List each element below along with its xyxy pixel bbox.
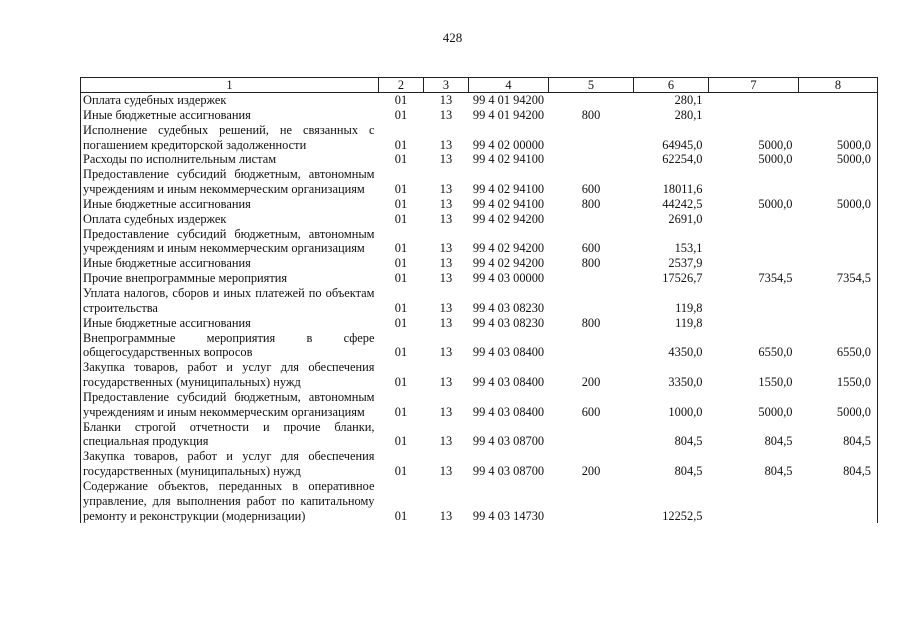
row-amount-3 <box>799 93 878 108</box>
row-amount-1: 804,5 <box>674 434 703 449</box>
row-expense-type <box>549 420 634 450</box>
row-amount-2 <box>709 108 799 123</box>
row-subsection: 13 <box>439 107 453 122</box>
row-amount-1: 18011,6 <box>662 182 703 197</box>
row-name: Иные бюджетные ассигнования <box>81 197 379 212</box>
row-amount-1: 12252,5 <box>662 508 703 523</box>
row-section: 01 <box>394 182 408 197</box>
row-section: 01 <box>394 315 408 330</box>
row-amount-2 <box>709 227 799 257</box>
row-amount-2: 5000,0 <box>758 137 793 152</box>
row-section: 01 <box>394 434 408 449</box>
row-amount-3 <box>799 167 878 197</box>
row-name: Исполнение судебных решений, не связанных с погашением кредиторской задолженности <box>81 123 379 153</box>
row-amount-1: 44242,5 <box>662 196 703 211</box>
row-expense-type <box>549 331 634 361</box>
row-section: 01 <box>394 93 408 107</box>
row-amount-3 <box>799 227 878 257</box>
row-amount-1: 153,1 <box>674 241 703 256</box>
row-expense-type <box>549 479 634 524</box>
row-amount-2 <box>709 316 799 331</box>
row-subsection: 13 <box>439 256 453 271</box>
row-amount-2 <box>709 167 799 197</box>
row-amount-3 <box>799 256 878 271</box>
row-amount-1: 3350,0 <box>668 375 703 390</box>
row-amount-1: 64945,0 <box>662 137 703 152</box>
row-amount-3 <box>799 479 878 524</box>
row-target-code: 99 4 01 94200 <box>472 107 545 122</box>
table-row <box>81 152 878 167</box>
row-section: 01 <box>394 375 408 390</box>
row-subsection: 13 <box>439 137 453 152</box>
row-expense-type <box>549 286 634 316</box>
row-section: 01 <box>394 137 408 152</box>
table-row <box>81 271 878 286</box>
row-expense-type <box>549 212 634 227</box>
row-name: Предоставление субсидий бюджетным, автономным учреждениям и иным некоммерческим организациям <box>81 167 379 197</box>
row-name: Содержание объектов, переданных в оперативное управление, для выполнения работ по капитальному ремонту и реконструкции (модернизации) <box>81 479 379 524</box>
row-amount-2: 804,5 <box>764 464 793 479</box>
row-name: Уплата налогов, сборов и иных платежей по объектам строительства <box>81 286 379 316</box>
row-target-code: 99 4 03 14730 <box>472 508 545 523</box>
row-name: Закупка товаров, работ и услуг для обеспечения государственных (муниципальных) нужд <box>81 449 379 479</box>
row-name: Внепрограммные мероприятия в сфере общегосударственных вопросов <box>81 331 379 361</box>
column-header: 2 <box>379 78 424 93</box>
row-amount-3 <box>799 286 878 316</box>
row-name: Прочие внепрограммные мероприятия <box>81 271 379 286</box>
row-amount-1: 17526,7 <box>662 271 703 286</box>
row-name: Предоставление субсидий бюджетным, автономным учреждениям и иным некоммерческим организациям <box>81 227 379 257</box>
row-amount-3: 5000,0 <box>799 197 878 212</box>
table-row <box>81 212 878 227</box>
row-amount-1: 1000,0 <box>668 404 703 419</box>
column-header: 1 <box>81 78 379 93</box>
row-target-code: 99 4 03 00000 <box>472 271 545 286</box>
row-target-code: 99 4 02 94200 <box>472 256 545 271</box>
row-amount-3 <box>799 316 878 331</box>
table-row <box>81 331 878 361</box>
table-header-row <box>81 78 878 93</box>
table-row <box>81 390 878 420</box>
row-amount-3: 5000,0 <box>799 390 878 420</box>
table-row <box>81 167 878 197</box>
row-amount-2 <box>709 93 799 108</box>
row-amount-1: 119,8 <box>675 300 703 315</box>
column-header: 5 <box>549 78 634 93</box>
row-amount-1: 2537,9 <box>668 256 703 271</box>
row-target-code: 99 4 02 94100 <box>472 196 545 211</box>
row-amount-2 <box>709 286 799 316</box>
row-subsection: 13 <box>439 241 453 256</box>
table-row <box>81 227 878 257</box>
row-amount-3: 5000,0 <box>799 123 878 153</box>
row-subsection: 13 <box>439 375 453 390</box>
row-amount-2: 6550,0 <box>758 345 793 360</box>
row-name: Оплата судебных издержек <box>81 212 379 227</box>
row-name: Бланки строгой отчетности и прочие бланки, специальная продукция <box>81 420 379 450</box>
row-expense-type: 200 <box>581 375 601 390</box>
row-amount-2: 7354,5 <box>758 271 793 286</box>
row-amount-3: 5000,0 <box>799 152 878 167</box>
row-expense-type <box>549 271 634 286</box>
row-amount-2 <box>709 212 799 227</box>
table-row <box>81 449 878 479</box>
column-header: 7 <box>709 78 799 93</box>
table-row <box>81 197 878 212</box>
table-row <box>81 360 878 390</box>
row-subsection: 13 <box>439 315 453 330</box>
row-subsection: 13 <box>439 182 453 197</box>
table-row <box>81 316 878 331</box>
row-name: Иные бюджетные ассигнования <box>81 108 379 123</box>
row-section: 01 <box>394 345 408 360</box>
column-header: 8 <box>799 78 878 93</box>
row-subsection: 13 <box>439 464 453 479</box>
row-amount-3 <box>799 108 878 123</box>
row-section: 01 <box>394 211 408 226</box>
row-expense-type <box>549 152 634 167</box>
row-target-code: 99 4 02 94100 <box>472 182 545 197</box>
row-section: 01 <box>394 271 408 286</box>
row-amount-3: 6550,0 <box>799 331 878 361</box>
row-amount-2: 804,5 <box>764 434 793 449</box>
row-amount-1: 280,1 <box>674 93 703 107</box>
row-target-code: 99 4 02 94200 <box>472 211 545 226</box>
row-target-code: 99 4 03 08400 <box>472 404 545 419</box>
row-amount-1: 119,8 <box>675 315 703 330</box>
row-target-code: 99 4 03 08230 <box>472 300 545 315</box>
row-amount-3: 1550,0 <box>799 360 878 390</box>
row-expense-type: 600 <box>581 404 601 419</box>
row-amount-2: 1550,0 <box>758 375 793 390</box>
row-amount-1: 4350,0 <box>668 345 703 360</box>
row-target-code: 99 4 02 94200 <box>472 241 545 256</box>
row-amount-3: 7354,5 <box>799 271 878 286</box>
column-header: 6 <box>634 78 709 93</box>
row-amount-1: 804,5 <box>674 464 703 479</box>
row-amount-3: 804,5 <box>799 449 878 479</box>
row-amount-2: 5000,0 <box>758 404 793 419</box>
table-row <box>81 108 878 123</box>
row-name: Расходы по исполнительным листам <box>81 152 379 167</box>
table-row <box>81 420 878 450</box>
table-row <box>81 123 878 153</box>
row-target-code: 99 4 03 08700 <box>472 464 545 479</box>
row-section: 01 <box>394 300 408 315</box>
row-amount-2: 5000,0 <box>758 152 793 167</box>
row-amount-1: 2691,0 <box>668 211 703 226</box>
row-target-code: 99 4 02 94100 <box>472 152 545 167</box>
row-subsection: 13 <box>439 300 453 315</box>
row-name: Оплата судебных издержек <box>81 93 379 108</box>
table-row <box>81 479 878 524</box>
row-name: Предоставление субсидий бюджетным, автономным учреждениям и иным некоммерческим организациям <box>81 390 379 420</box>
row-section: 01 <box>394 256 408 271</box>
row-expense-type: 800 <box>581 315 601 330</box>
budget-table <box>80 77 878 523</box>
row-section: 01 <box>394 152 408 167</box>
row-subsection: 13 <box>439 404 453 419</box>
row-section: 01 <box>394 196 408 211</box>
row-expense-type: 800 <box>581 256 601 271</box>
row-target-code: 99 4 02 00000 <box>472 137 545 152</box>
table-row <box>81 286 878 316</box>
row-expense-type <box>549 123 634 153</box>
row-amount-2: 5000,0 <box>758 196 793 211</box>
row-section: 01 <box>394 508 408 523</box>
row-subsection: 13 <box>439 211 453 226</box>
column-header: 3 <box>424 78 469 93</box>
row-section: 01 <box>394 107 408 122</box>
row-expense-type <box>549 93 634 108</box>
row-target-code: 99 4 03 08700 <box>472 434 545 449</box>
row-amount-1: 280,1 <box>674 107 703 122</box>
row-target-code: 99 4 03 08400 <box>472 345 545 360</box>
row-subsection: 13 <box>439 508 453 523</box>
row-section: 01 <box>394 404 408 419</box>
table-row <box>81 93 878 108</box>
row-target-code: 99 4 03 08400 <box>472 375 545 390</box>
column-header: 4 <box>469 78 549 93</box>
row-expense-type: 600 <box>581 241 601 256</box>
row-target-code: 99 4 03 08230 <box>472 315 545 330</box>
row-expense-type: 600 <box>581 182 601 197</box>
row-amount-3 <box>799 212 878 227</box>
row-subsection: 13 <box>439 271 453 286</box>
row-name: Иные бюджетные ассигнования <box>81 256 379 271</box>
row-amount-2 <box>709 256 799 271</box>
row-amount-3: 804,5 <box>799 420 878 450</box>
row-target-code: 99 4 01 94200 <box>472 93 545 107</box>
row-subsection: 13 <box>439 345 453 360</box>
row-amount-2 <box>709 479 799 524</box>
row-section: 01 <box>394 241 408 256</box>
row-subsection: 13 <box>439 434 453 449</box>
row-name: Закупка товаров, работ и услуг для обеспечения государственных (муниципальных) нужд <box>81 360 379 390</box>
row-subsection: 13 <box>439 196 453 211</box>
row-expense-type: 200 <box>581 464 601 479</box>
row-subsection: 13 <box>439 152 453 167</box>
page-number: 428 <box>442 30 463 45</box>
row-expense-type: 800 <box>581 107 601 122</box>
row-name: Иные бюджетные ассигнования <box>81 316 379 331</box>
row-amount-1: 62254,0 <box>662 152 703 167</box>
table-row <box>81 256 878 271</box>
row-section: 01 <box>394 464 408 479</box>
row-expense-type: 800 <box>581 196 601 211</box>
row-subsection: 13 <box>439 93 453 107</box>
